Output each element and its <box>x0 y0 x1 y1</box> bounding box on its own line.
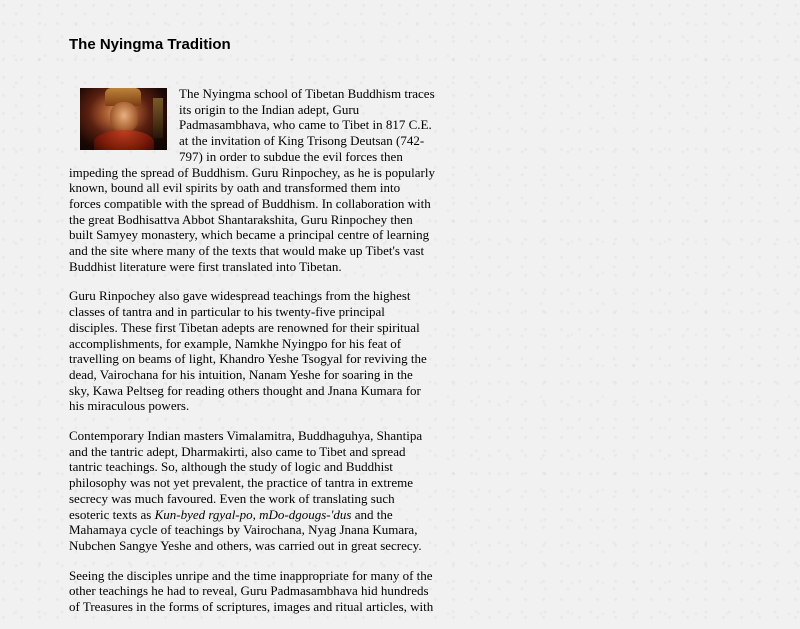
paragraph-4: Seeing the disciples unripe and the time inappropriate for many of the other teachings he had to reveal, Guru Padmasambhava hid hundreds of Treasures in the forms of scriptures, images and ritual articles, with <box>69 567 434 615</box>
paragraph-3-text-before: Contemporary Indian masters Vimalamitra, Buddhaguhya, Shantipa and the tantric adept, Dharmakirti, also came to Tibet and spread tantric teachings. So, although the study of logic and Buddhist philosophy was not yet prevalent, the practice of tantra in extreme secrecy was much favoured. Even the work of translating such esoteric texts as <box>69 428 423 522</box>
statue-robe <box>94 130 154 150</box>
paragraph-3 <box>69 428 435 554</box>
paragraph-1-text: The Nyingma school of Tibetan Buddhism traces its origin to the Indian adept, Guru Padmasambhava, who came to Tibet in 817 C.E. at the invitation of King Trisong Deutsan (742-797) in order to subdue the evil forces then impeding the spread of Buddhism. Guru Rinpochey, as he is popularly known, bound all evil spirits by oath and transformed them into forces compatible with the spread of Buddhism. In collaboration with the great Bodhisattva Abbot Shantarakshita, Guru Rinpochey then built Samyey monastery, which became a principal centre of learning and the site where many of the texts that would make up Tibet's vast Buddhist literature were first translated into Tibetan. <box>69 86 435 274</box>
statue-face <box>110 102 138 132</box>
page-title: The Nyingma Tradition <box>69 36 231 53</box>
statue-side-ornament <box>153 98 163 138</box>
article <box>69 34 435 629</box>
deity-statue-image <box>80 88 167 150</box>
paragraph-2: Guru Rinpochey also gave widespread teachings from the highest classes of tantra and in particular to his twenty-five principal disciples. These first Tibetan adepts are renowned for their spiritual accomplishments, for example, Namkhe Nyingpo for his feat of travelling on beams of light, Khandro Yeshe Tsogyal for reviving the dead, Vairochana for his intuition, Nanam Yeshe for soaring in the sky, Kawa Peltseg for reading others thought and Jnana Kumara for his miraculous powers. <box>69 288 427 414</box>
paragraph-3-text-italic: Kun-byed rgyal-po, mDo-dgougs-'dus <box>154 506 352 522</box>
paragraph-3-text-after: and the Mahamaya cycle of teachings by Vairochana, Nyag Jnana Kumara, Nubchen Sangye Yeshe and others, was carried out in great secrecy. <box>69 506 422 553</box>
paragraph-1 <box>69 86 435 274</box>
